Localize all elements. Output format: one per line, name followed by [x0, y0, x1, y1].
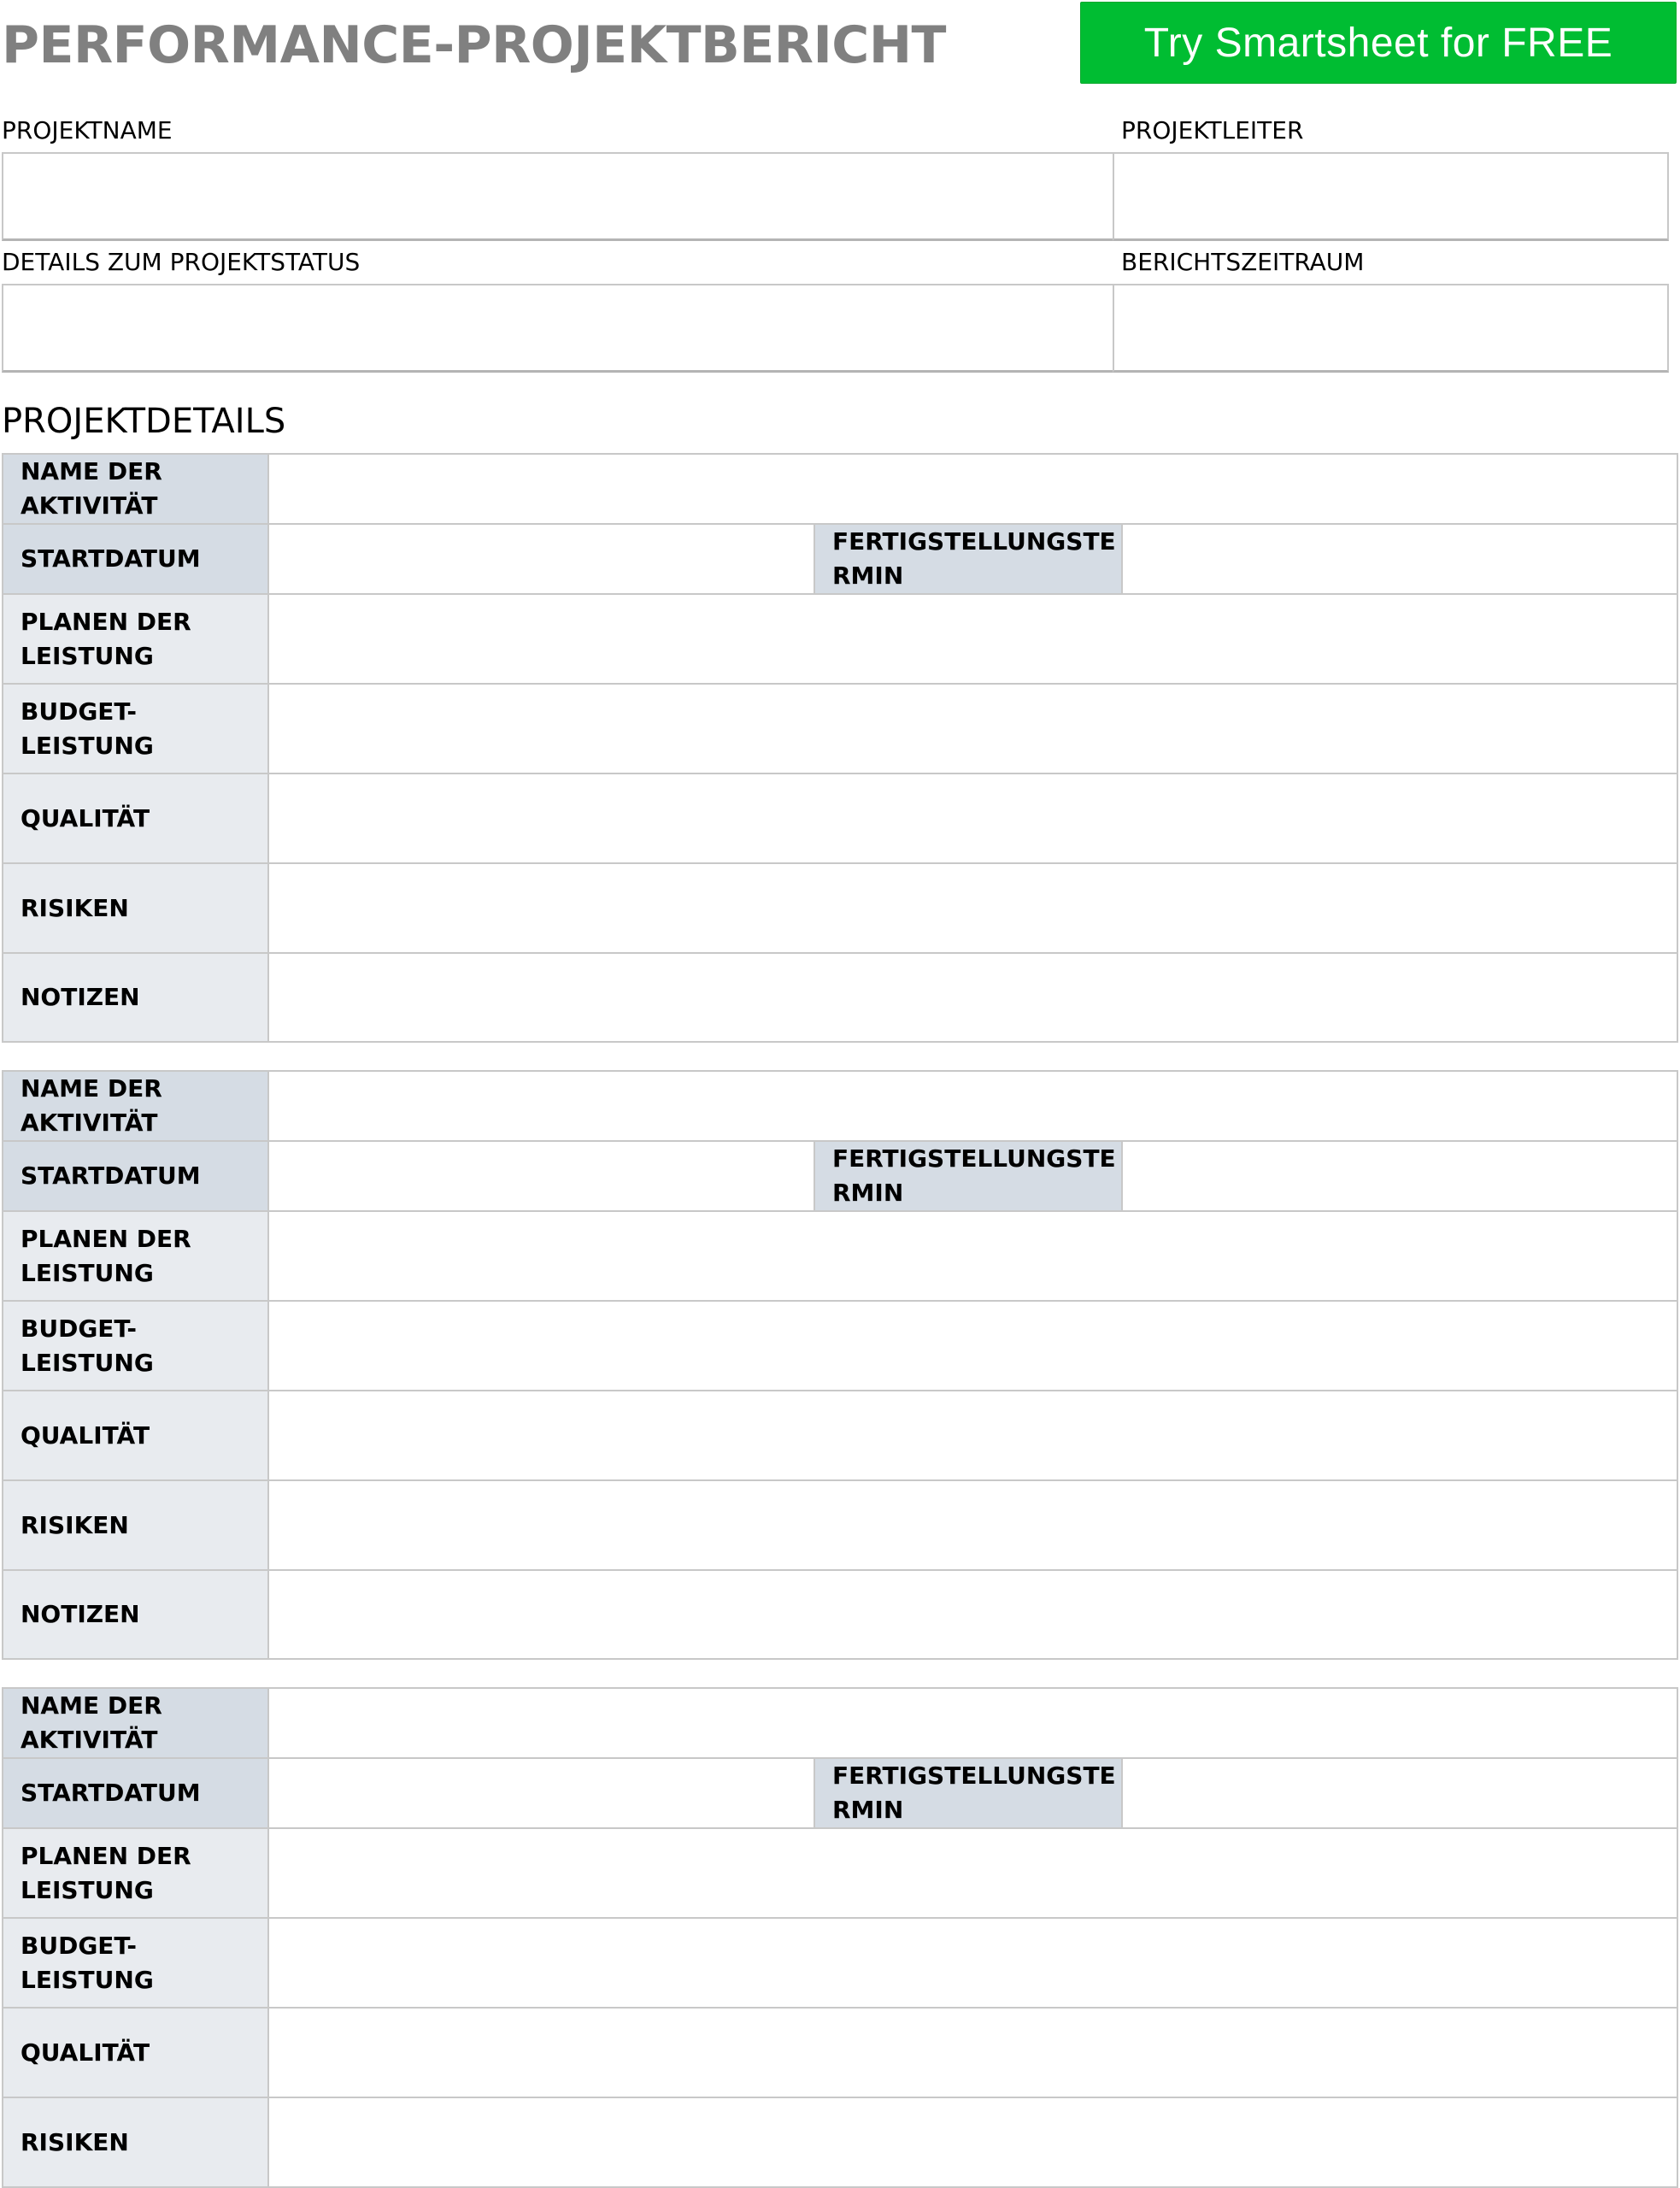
activity-name-row: [3, 1072, 1677, 1142]
plan-performance-row: [3, 1212, 1677, 1302]
quality-field[interactable]: [269, 2009, 1677, 2097]
activity-name-label: NAME DER AKTIVITÄT: [3, 1072, 269, 1140]
start-date-field[interactable]: [269, 1142, 814, 1210]
plan-performance-field[interactable]: [269, 1829, 1677, 1917]
plan-performance-label: PLANEN DER LEISTUNG: [3, 1212, 269, 1300]
activity-name-field[interactable]: [269, 455, 1677, 523]
project-lead-field[interactable]: [1113, 152, 1669, 241]
section-title: PROJEKTDETAILS: [2, 402, 286, 441]
quality-row: [3, 2009, 1677, 2098]
activity-block-1: [2, 453, 1678, 1043]
notes-label: NOTIZEN: [3, 1571, 269, 1658]
activity-block-2: [2, 1070, 1678, 1660]
budget-performance-label: BUDGET-LEISTUNG: [3, 1919, 269, 2007]
plan-performance-field[interactable]: [269, 1212, 1677, 1300]
activity-name-label: NAME DER AKTIVITÄT: [3, 1689, 269, 1757]
plan-performance-row: [3, 1829, 1677, 1919]
activity-name-row: [3, 455, 1677, 525]
activity-name-field[interactable]: [269, 1689, 1677, 1757]
risks-field[interactable]: [269, 1481, 1677, 1569]
risks-row: [3, 1481, 1677, 1571]
activity-name-label: NAME DER AKTIVITÄT: [3, 455, 269, 523]
start-date-field[interactable]: [269, 525, 814, 593]
plan-performance-field[interactable]: [269, 595, 1677, 683]
quality-row: [3, 774, 1677, 864]
budget-performance-row: [3, 685, 1677, 774]
project-name-label: PROJEKTNAME: [2, 116, 173, 144]
report-period-field[interactable]: [1113, 284, 1669, 373]
start-date-label: STARTDATUM: [3, 1142, 269, 1210]
notes-row: [3, 954, 1677, 1041]
start-date-label: STARTDATUM: [3, 525, 269, 593]
quality-label: QUALITÄT: [3, 1391, 269, 1479]
quality-field[interactable]: [269, 774, 1677, 862]
quality-row: [3, 1391, 1677, 1481]
status-details-label: DETAILS ZUM PROJEKTSTATUS: [2, 248, 361, 276]
activity-block-3: [2, 1687, 1678, 2188]
budget-performance-label: BUDGET-LEISTUNG: [3, 1302, 269, 1390]
completion-date-label: FERTIGSTELLUNGSTERMIN: [814, 1759, 1123, 1827]
risks-row: [3, 864, 1677, 954]
completion-date-field[interactable]: [1123, 525, 1677, 593]
risks-label: RISIKEN: [3, 864, 269, 952]
project-name-field[interactable]: [2, 152, 1114, 241]
quality-label: QUALITÄT: [3, 774, 269, 862]
notes-label: NOTIZEN: [3, 954, 269, 1041]
budget-performance-field[interactable]: [269, 1919, 1677, 2007]
plan-performance-label: PLANEN DER LEISTUNG: [3, 595, 269, 683]
activity-name-row: [3, 1689, 1677, 1759]
risks-field[interactable]: [269, 2098, 1677, 2186]
date-row: [3, 1142, 1677, 1212]
project-lead-label: PROJEKTLEITER: [1121, 116, 1304, 144]
risks-row: [3, 2098, 1677, 2188]
budget-performance-field[interactable]: [269, 1302, 1677, 1390]
status-details-field[interactable]: [2, 284, 1114, 373]
completion-date-label: FERTIGSTELLUNGSTERMIN: [814, 1142, 1123, 1210]
budget-performance-field[interactable]: [269, 685, 1677, 773]
plan-performance-row: [3, 595, 1677, 685]
try-smartsheet-button[interactable]: Try Smartsheet for FREE: [1080, 2, 1677, 84]
notes-field[interactable]: [269, 954, 1677, 1041]
date-row: [3, 525, 1677, 595]
completion-date-field[interactable]: [1123, 1142, 1677, 1210]
risks-label: RISIKEN: [3, 1481, 269, 1569]
completion-date-label: FERTIGSTELLUNGSTERMIN: [814, 525, 1123, 593]
completion-date-field[interactable]: [1123, 1759, 1677, 1827]
budget-performance-row: [3, 1302, 1677, 1391]
quality-field[interactable]: [269, 1391, 1677, 1479]
start-date-label: STARTDATUM: [3, 1759, 269, 1827]
page-title: PERFORMANCE-PROJEKTBERICHT: [2, 15, 946, 75]
risks-field[interactable]: [269, 864, 1677, 952]
start-date-field[interactable]: [269, 1759, 814, 1827]
notes-row: [3, 1571, 1677, 1658]
report-period-label: BERICHTSZEITRAUM: [1121, 248, 1365, 276]
notes-field[interactable]: [269, 1571, 1677, 1658]
activity-name-field[interactable]: [269, 1072, 1677, 1140]
date-row: [3, 1759, 1677, 1829]
quality-label: QUALITÄT: [3, 2009, 269, 2097]
budget-performance-label: BUDGET-LEISTUNG: [3, 685, 269, 773]
plan-performance-label: PLANEN DER LEISTUNG: [3, 1829, 269, 1917]
budget-performance-row: [3, 1919, 1677, 2009]
risks-label: RISIKEN: [3, 2098, 269, 2186]
